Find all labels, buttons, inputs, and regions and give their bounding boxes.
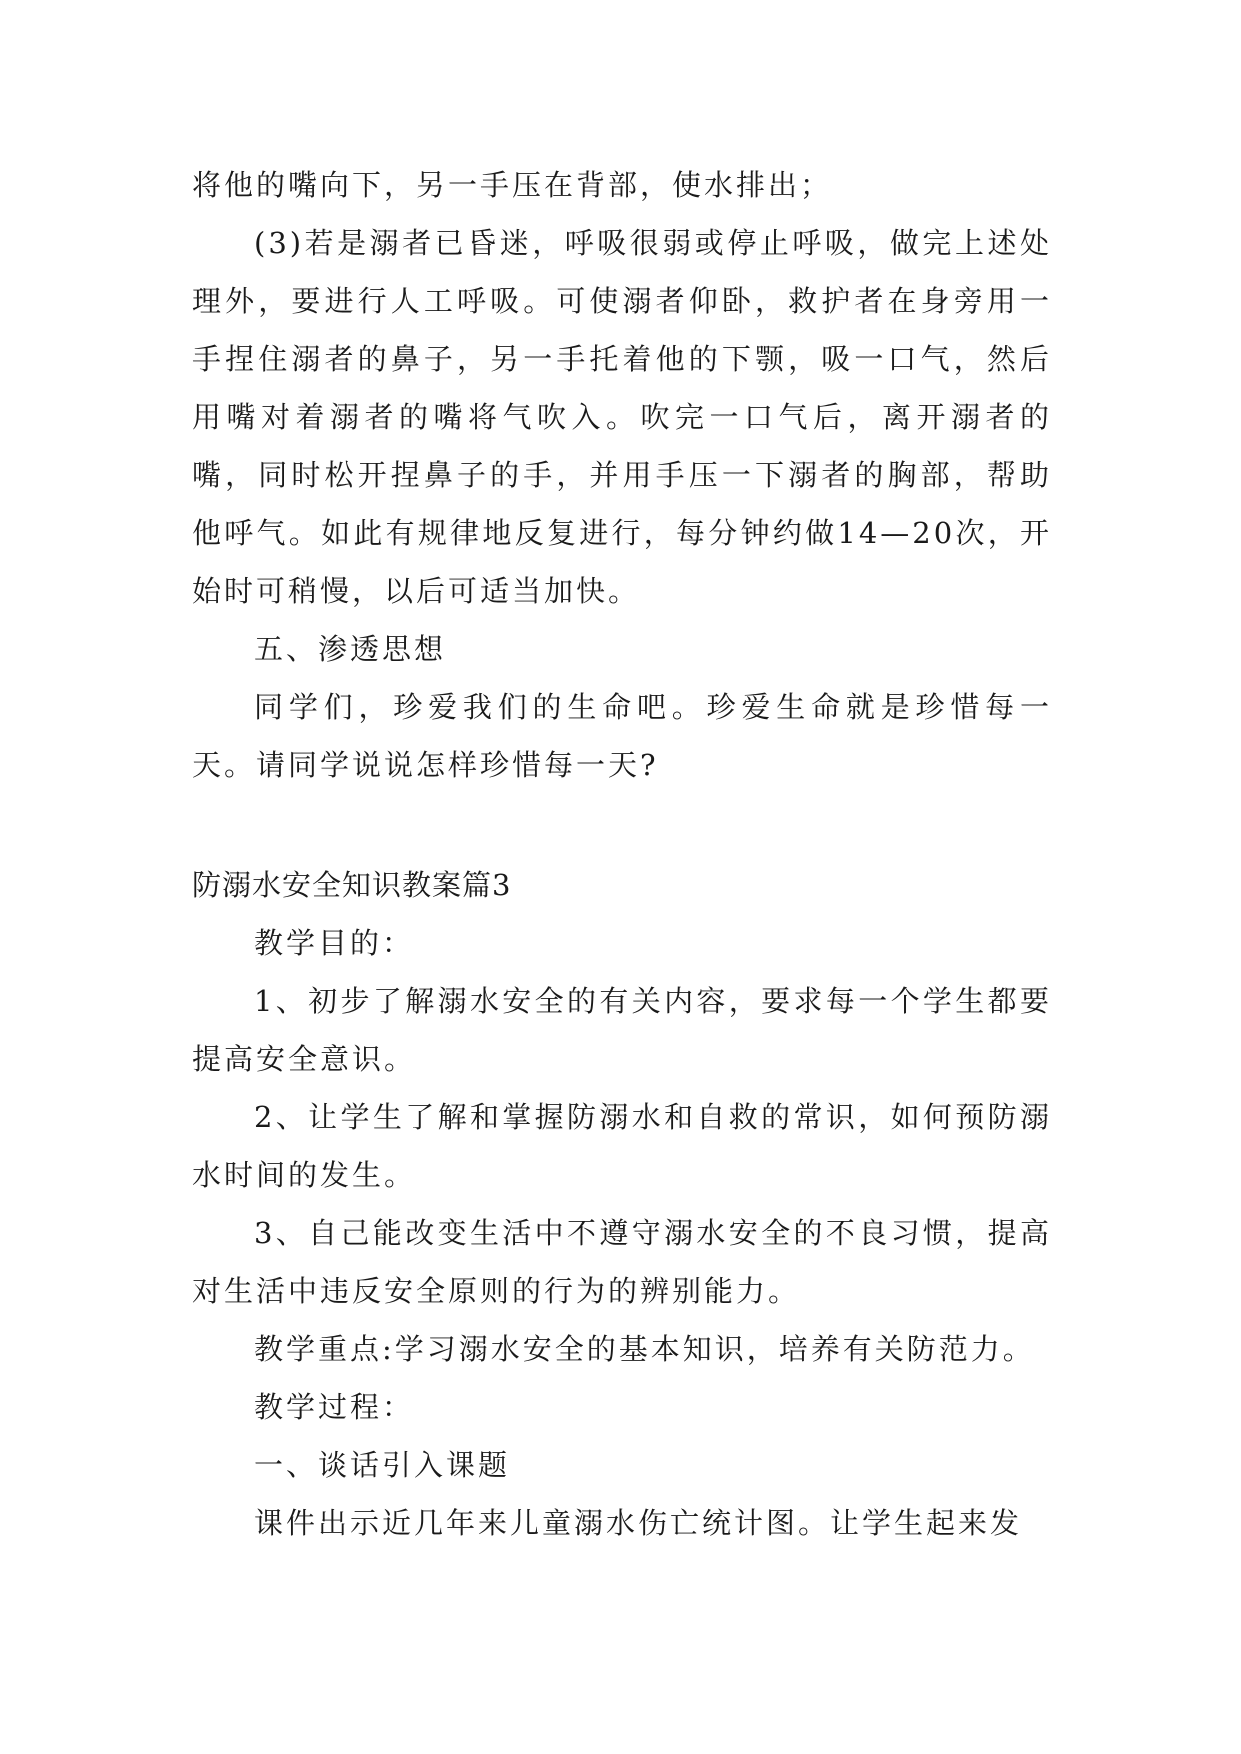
section-3-title: 防溺水安全知识教案篇3 xyxy=(192,868,512,902)
teaching-goals-label: 教学目的： xyxy=(254,926,415,960)
goal-item-3: 3、自己能改变生活中不遵守溺水安全的不良习惯，提高对生活中违反安全原则的行为的辨别能力。 xyxy=(192,1216,1052,1308)
step-one-heading: 一、谈话引入课题 xyxy=(254,1448,511,1482)
teaching-process-label: 教学过程： xyxy=(254,1390,415,1424)
section-prev-content xyxy=(192,156,1052,794)
paragraph-artificial-respiration: (3)若是溺者已昏迷，呼吸很弱或停止呼吸，做完上述处理外，要进行人工呼吸。可使溺者仰卧，救护者在身旁用一手捏住溺者的鼻子，另一手托着他的下颚，吸一口气，然后用嘴对着溺者的嘴将气吹入。吹完一口气后，离开溺者的嘴，同时松开捏鼻子的手，并用手压一下溺者的胸部，帮助他呼气。如此有规律地反复进行，每分钟约做14—20次，开始时可稍慢，以后可适当加快。 xyxy=(192,226,1052,608)
teaching-focus: 教学重点:学习溺水安全的基本知识，培养有关防范力。 xyxy=(254,1332,1035,1366)
step-one-paragraph: 课件出示近几年来儿童溺水伤亡统计图。让学生起来发 xyxy=(254,1506,1023,1540)
section-3-content xyxy=(192,856,1052,1552)
paragraph-cherish-life: 同学们，珍爱我们的生命吧。珍爱生命就是珍惜每一天。请同学说说怎样珍惜每一天? xyxy=(192,690,1052,782)
heading-five-thought: 五、渗透思想 xyxy=(254,632,447,666)
goal-item-1: 1、初步了解溺水安全的有关内容，要求每一个学生都要提高安全意识。 xyxy=(192,984,1052,1076)
paragraph-continuation: 将他的嘴向下，另一手压在背部，使水排出； xyxy=(192,168,833,202)
goal-item-2: 2、让学生了解和掌握防溺水和自救的常识，如何预防溺水时间的发生。 xyxy=(192,1100,1052,1192)
